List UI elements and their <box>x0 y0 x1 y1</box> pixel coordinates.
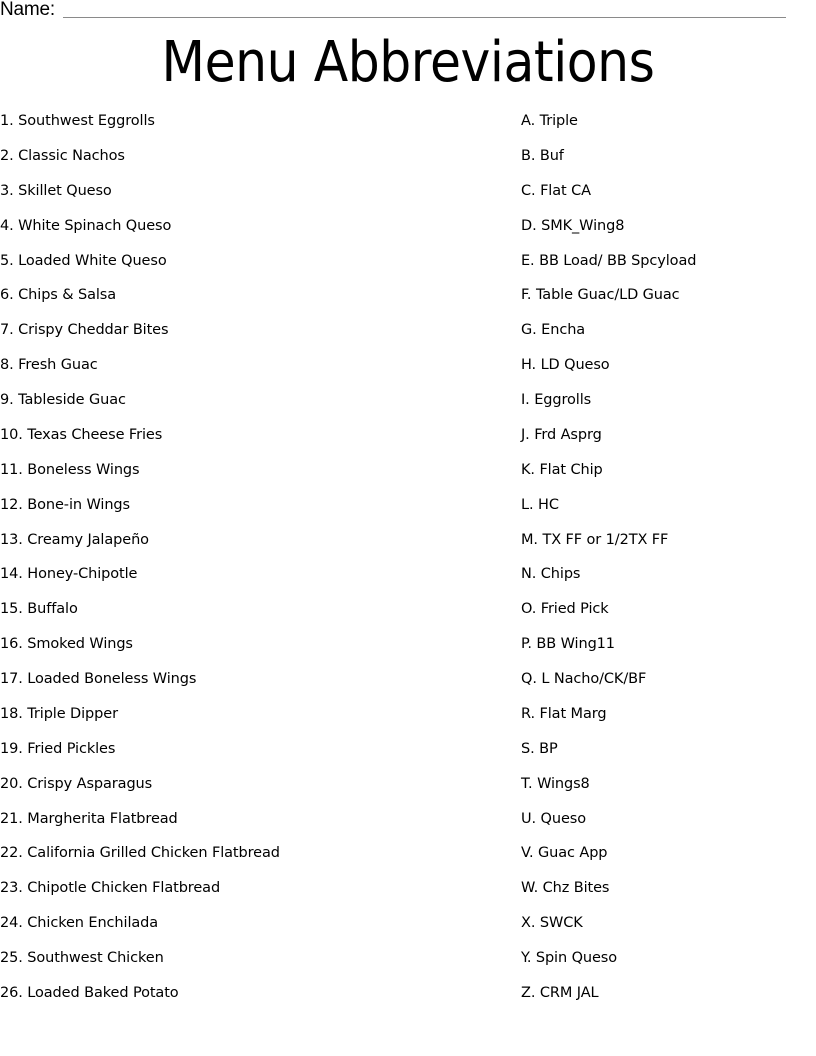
menu-item-marker: 25. <box>0 950 23 966</box>
menu-item-text: Boneless Wings <box>27 461 140 478</box>
menu-item-text: Bone-in Wings <box>27 496 130 513</box>
abbreviation-item <box>521 495 811 530</box>
abbreviation-item-text: Guac App <box>537 845 608 862</box>
abbreviation-item-text: Fried Pick <box>540 601 609 618</box>
abbreviation-item-text: Chz Bites <box>542 880 610 897</box>
abbreviation-item <box>521 181 811 216</box>
abbreviation-item-text: Chips <box>540 566 581 583</box>
menu-item-marker: 12. <box>0 496 23 513</box>
menu-item-marker: 18. <box>0 705 23 722</box>
abbreviation-item-marker: L. <box>521 496 534 513</box>
abbreviation-item-text: SMK_Wing8 <box>541 217 625 234</box>
menu-item-text: Chipotle Chicken Flatbread <box>27 880 221 897</box>
abbreviation-item-marker: H. <box>521 357 537 374</box>
abbreviation-item-text: Queso <box>540 810 586 827</box>
menu-item <box>0 530 500 565</box>
menu-item-marker: 15. <box>0 601 23 618</box>
menu-item-marker: 17. <box>0 671 23 687</box>
menu-item <box>0 251 500 286</box>
menu-item-marker: 10. <box>0 426 23 443</box>
abbreviation-item-text: HC <box>538 496 559 513</box>
menu-item-marker: 3. <box>0 182 14 199</box>
abbreviation-item <box>521 425 811 460</box>
abbreviation-item <box>521 599 811 634</box>
menu-item <box>0 460 500 495</box>
abbreviation-item <box>521 878 811 913</box>
menu-item-marker: 26. <box>0 984 23 1001</box>
abbreviation-item-marker: S. <box>521 740 535 757</box>
menu-items-list <box>0 111 500 1018</box>
menu-item-marker: 1. <box>0 113 14 129</box>
abbreviation-item-marker: Z. <box>521 984 536 1001</box>
abbreviation-item-text: BB Load/ BB Spcyload <box>539 252 697 269</box>
menu-item-text: Creamy Jalapeño <box>27 531 149 548</box>
abbreviation-item-marker: A. <box>521 113 536 129</box>
menu-item-text: Buffalo <box>27 601 78 618</box>
abbreviation-item-marker: G. <box>521 322 537 339</box>
abbreviation-item <box>521 809 811 844</box>
menu-item-text: White Spinach Queso <box>18 217 172 234</box>
abbreviation-item-marker: F. <box>521 287 532 304</box>
abbreviation-item-marker: D. <box>521 217 537 234</box>
menu-item-text: Crispy Cheddar Bites <box>18 322 169 339</box>
abbreviation-item-text: Frd Asprg <box>534 426 602 443</box>
menu-item <box>0 146 500 181</box>
menu-item <box>0 983 500 1018</box>
abbreviation-item-text: SWCK <box>539 915 583 932</box>
name-write-line[interactable] <box>63 17 786 18</box>
menu-item <box>0 564 500 599</box>
menu-item-text: Loaded White Queso <box>18 252 167 269</box>
menu-item-text: California Grilled Chicken Flatbread <box>27 845 280 862</box>
menu-item-text: Fried Pickles <box>27 740 116 757</box>
abbreviation-item-marker: R. <box>521 705 535 722</box>
menu-item-marker: 9. <box>0 392 14 408</box>
abbreviation-item <box>521 320 811 355</box>
menu-item-marker: 14. <box>0 566 23 583</box>
menu-item-marker: 8. <box>0 357 14 374</box>
menu-item-marker: 2. <box>0 147 14 164</box>
abbreviation-item-text: Encha <box>541 322 586 339</box>
menu-item <box>0 774 500 809</box>
abbreviation-item-text: Flat Marg <box>539 705 607 722</box>
menu-item <box>0 390 500 425</box>
abbreviation-item-text: Wings8 <box>537 775 590 792</box>
abbreviation-item <box>521 983 811 1018</box>
menu-item-text: Crispy Asparagus <box>27 775 153 792</box>
menu-item <box>0 181 500 216</box>
abbreviation-item <box>521 251 811 286</box>
menu-item-marker: 6. <box>0 287 14 304</box>
menu-item <box>0 355 500 390</box>
abbreviation-item-text: LD Queso <box>540 357 610 374</box>
abbreviation-item-text: Table Guac/LD Guac <box>535 287 680 304</box>
abbreviation-item-marker: T. <box>521 775 533 792</box>
menu-item <box>0 948 500 983</box>
abbreviation-item-marker: Y. <box>521 950 532 966</box>
abbreviation-item-marker: C. <box>521 182 536 199</box>
name-label: Name: <box>0 0 55 20</box>
menu-item-text: Texas Cheese Fries <box>27 426 163 443</box>
abbreviation-item-text: Flat CA <box>540 182 591 199</box>
menu-item-marker: 22. <box>0 845 23 862</box>
abbreviation-item <box>521 843 811 878</box>
menu-item <box>0 878 500 913</box>
menu-item-text: Smoked Wings <box>27 636 133 653</box>
page-title: Menu Abbreviations <box>161 30 655 95</box>
abbreviation-item <box>521 355 811 390</box>
abbreviation-item <box>521 390 811 425</box>
menu-item <box>0 739 500 774</box>
abbreviation-item-marker: W. <box>521 880 539 897</box>
menu-item-text: Tableside Guac <box>18 392 126 408</box>
name-field-row <box>0 0 790 22</box>
abbreviation-item-marker: X. <box>521 915 536 932</box>
abbreviation-item-text: BP <box>539 740 558 757</box>
abbreviation-item <box>521 634 811 669</box>
abbreviation-item-marker: E. <box>521 252 535 269</box>
menu-item-marker: 5. <box>0 252 14 269</box>
menu-item-text: Southwest Eggrolls <box>18 113 155 129</box>
menu-item <box>0 320 500 355</box>
menu-item <box>0 599 500 634</box>
menu-item <box>0 111 500 146</box>
abbreviation-item-text: Flat Chip <box>539 461 603 478</box>
menu-item-marker: 16. <box>0 636 23 653</box>
menu-item <box>0 285 500 320</box>
abbreviation-item-marker: Q. <box>521 671 537 687</box>
abbreviation-item-marker: I. <box>521 392 530 408</box>
menu-item-marker: 23. <box>0 880 23 897</box>
menu-item-text: Southwest Chicken <box>27 950 164 966</box>
menu-item <box>0 704 500 739</box>
menu-item <box>0 843 500 878</box>
abbreviation-item-marker: V. <box>521 845 534 862</box>
menu-item-text: Margherita Flatbread <box>27 810 178 827</box>
abbreviations-list <box>521 111 811 1018</box>
menu-item-marker: 7. <box>0 322 14 339</box>
abbreviation-item-text: Triple <box>539 113 578 129</box>
abbreviation-item-marker: B. <box>521 147 536 164</box>
abbreviation-item-marker: J. <box>521 426 530 443</box>
abbreviation-item-text: Eggrolls <box>534 392 592 408</box>
abbreviation-item-marker: K. <box>521 461 535 478</box>
menu-item-marker: 11. <box>0 461 23 478</box>
menu-item-text: Chips & Salsa <box>18 287 117 304</box>
abbreviation-item <box>521 460 811 495</box>
abbreviation-item <box>521 564 811 599</box>
menu-item-marker: 20. <box>0 775 23 792</box>
abbreviation-item-text: L Nacho/CK/BF <box>541 671 647 687</box>
abbreviation-item-marker: O. <box>521 601 537 618</box>
abbreviation-item <box>521 948 811 983</box>
abbreviation-item <box>521 111 811 146</box>
abbreviation-item <box>521 704 811 739</box>
menu-item-marker: 13. <box>0 531 23 548</box>
menu-item-text: Honey-Chipotle <box>27 566 138 583</box>
abbreviation-item-text: Spin Queso <box>535 950 618 966</box>
abbreviation-item <box>521 774 811 809</box>
abbreviation-item-text: TX FF or 1/2TX FF <box>542 531 669 548</box>
menu-item <box>0 425 500 460</box>
abbreviation-item <box>521 669 811 704</box>
menu-item-text: Skillet Queso <box>18 182 112 199</box>
menu-item-text: Loaded Baked Potato <box>27 984 179 1001</box>
menu-item-marker: 19. <box>0 740 23 757</box>
menu-item <box>0 495 500 530</box>
menu-item-text: Classic Nachos <box>18 147 125 164</box>
abbreviation-item <box>521 216 811 251</box>
menu-item <box>0 634 500 669</box>
abbreviation-item <box>521 285 811 320</box>
abbreviation-item <box>521 913 811 948</box>
abbreviation-item-marker: U. <box>521 810 537 827</box>
menu-item <box>0 913 500 948</box>
abbreviation-item <box>521 530 811 565</box>
abbreviation-item <box>521 739 811 774</box>
menu-item-text: Chicken Enchilada <box>27 915 159 932</box>
abbreviation-item-marker: M. <box>521 531 538 548</box>
menu-item <box>0 809 500 844</box>
abbreviation-item-text: BB Wing11 <box>536 636 615 653</box>
abbreviation-item-text: CRM JAL <box>539 984 599 1001</box>
menu-item <box>0 669 500 704</box>
menu-item-marker: 21. <box>0 810 23 827</box>
menu-item <box>0 216 500 251</box>
menu-item-text: Fresh Guac <box>18 357 98 374</box>
menu-item-text: Loaded Boneless Wings <box>27 671 197 687</box>
menu-item-marker: 4. <box>0 217 14 234</box>
abbreviation-item <box>521 146 811 181</box>
abbreviation-item-text: Buf <box>539 147 564 164</box>
menu-item-text: Triple Dipper <box>27 705 118 722</box>
abbreviation-item-marker: N. <box>521 566 537 583</box>
abbreviation-item-marker: P. <box>521 636 532 653</box>
menu-item-marker: 24. <box>0 915 23 932</box>
